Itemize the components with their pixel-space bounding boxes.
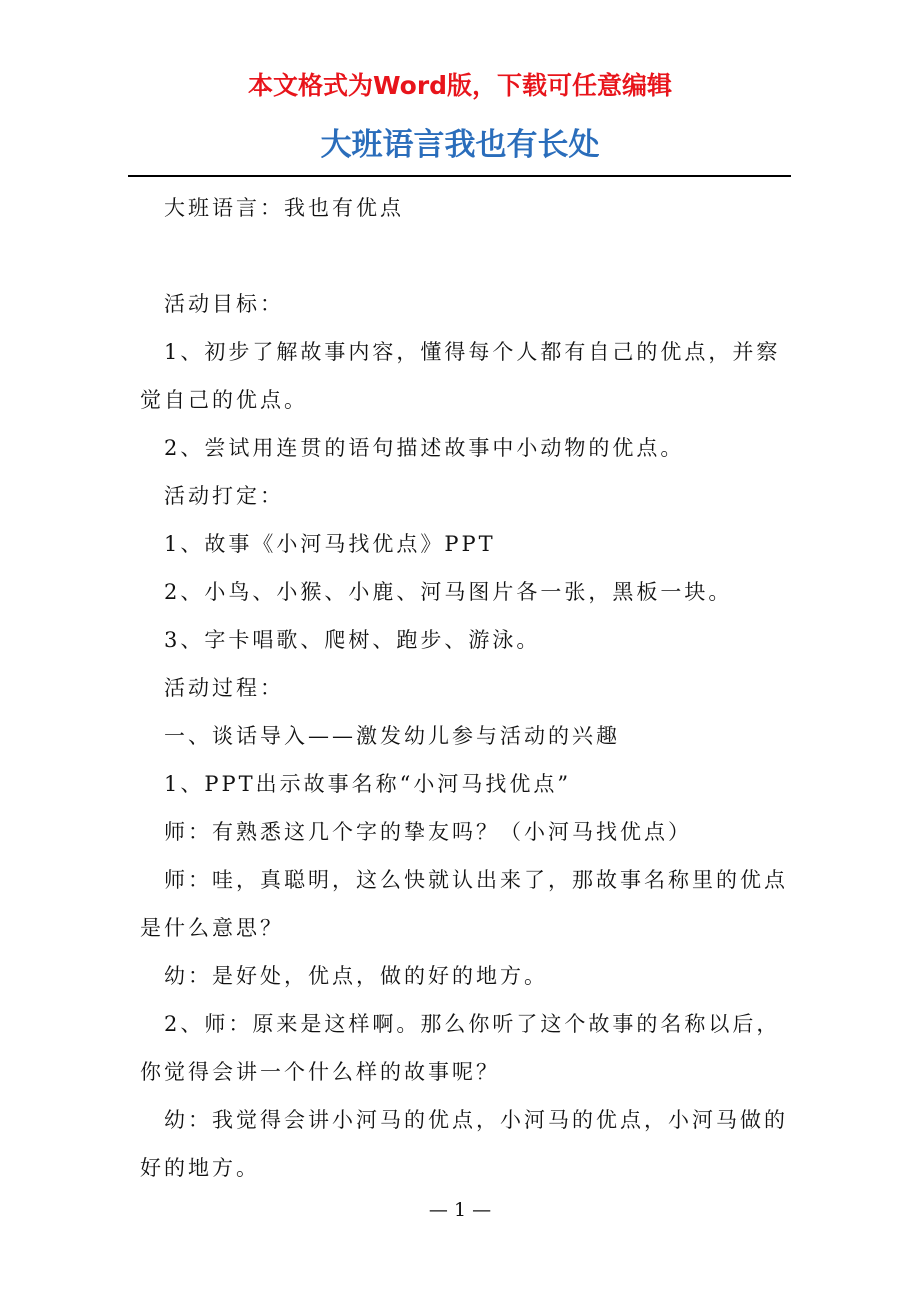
paragraph: 幼：是好处，优点，做的好的地方。 <box>164 964 548 988</box>
paragraph: 3、字卡唱歌、爬树、跑步、游泳。 <box>164 628 541 652</box>
paragraph: 活动过程： <box>164 676 284 700</box>
paragraph: 2、小鸟、小猴、小鹿、河马图片各一张，黑板一块。 <box>164 580 733 604</box>
document-body <box>140 184 790 1192</box>
paragraph: 活动目标： <box>164 292 284 316</box>
paragraph: 1、PPT出示故事名称“小河马找优点” <box>164 772 572 796</box>
format-notice-banner: 本文格式为Word版，下载可任意编辑 <box>247 71 673 100</box>
title-divider <box>128 175 791 177</box>
paragraph: 一、谈话导入——激发幼儿参与活动的兴趣 <box>164 724 620 748</box>
paragraph: 2、师：原来是这样啊。那么你听了这个故事的名称以后，你觉得会讲一个什么样的故事呢？ <box>140 1012 781 1084</box>
paragraph: 幼：我觉得会讲小河马的优点，小河马的优点，小河马做的好的地方。 <box>140 1108 788 1180</box>
paragraph: 活动打定： <box>164 484 284 508</box>
paragraph: 大班语言：我也有优点 <box>164 196 404 220</box>
page-number: — 1 — <box>428 1199 492 1221</box>
document-title: 大班语言我也有长处 <box>320 127 600 163</box>
paragraph: 师：有熟悉这几个字的挚友吗？（小河马找优点） <box>164 820 692 844</box>
paragraph: 1、故事《小河马找优点》PPT <box>164 532 496 556</box>
paragraph: 1、初步了解故事内容，懂得每个人都有自己的优点，并察觉自己的优点。 <box>140 340 781 412</box>
paragraph: 师：哇，真聪明，这么快就认出来了，那故事名称里的优点是什么意思？ <box>140 868 788 940</box>
paragraph: 2、尝试用连贯的语句描述故事中小动物的优点。 <box>164 436 685 460</box>
